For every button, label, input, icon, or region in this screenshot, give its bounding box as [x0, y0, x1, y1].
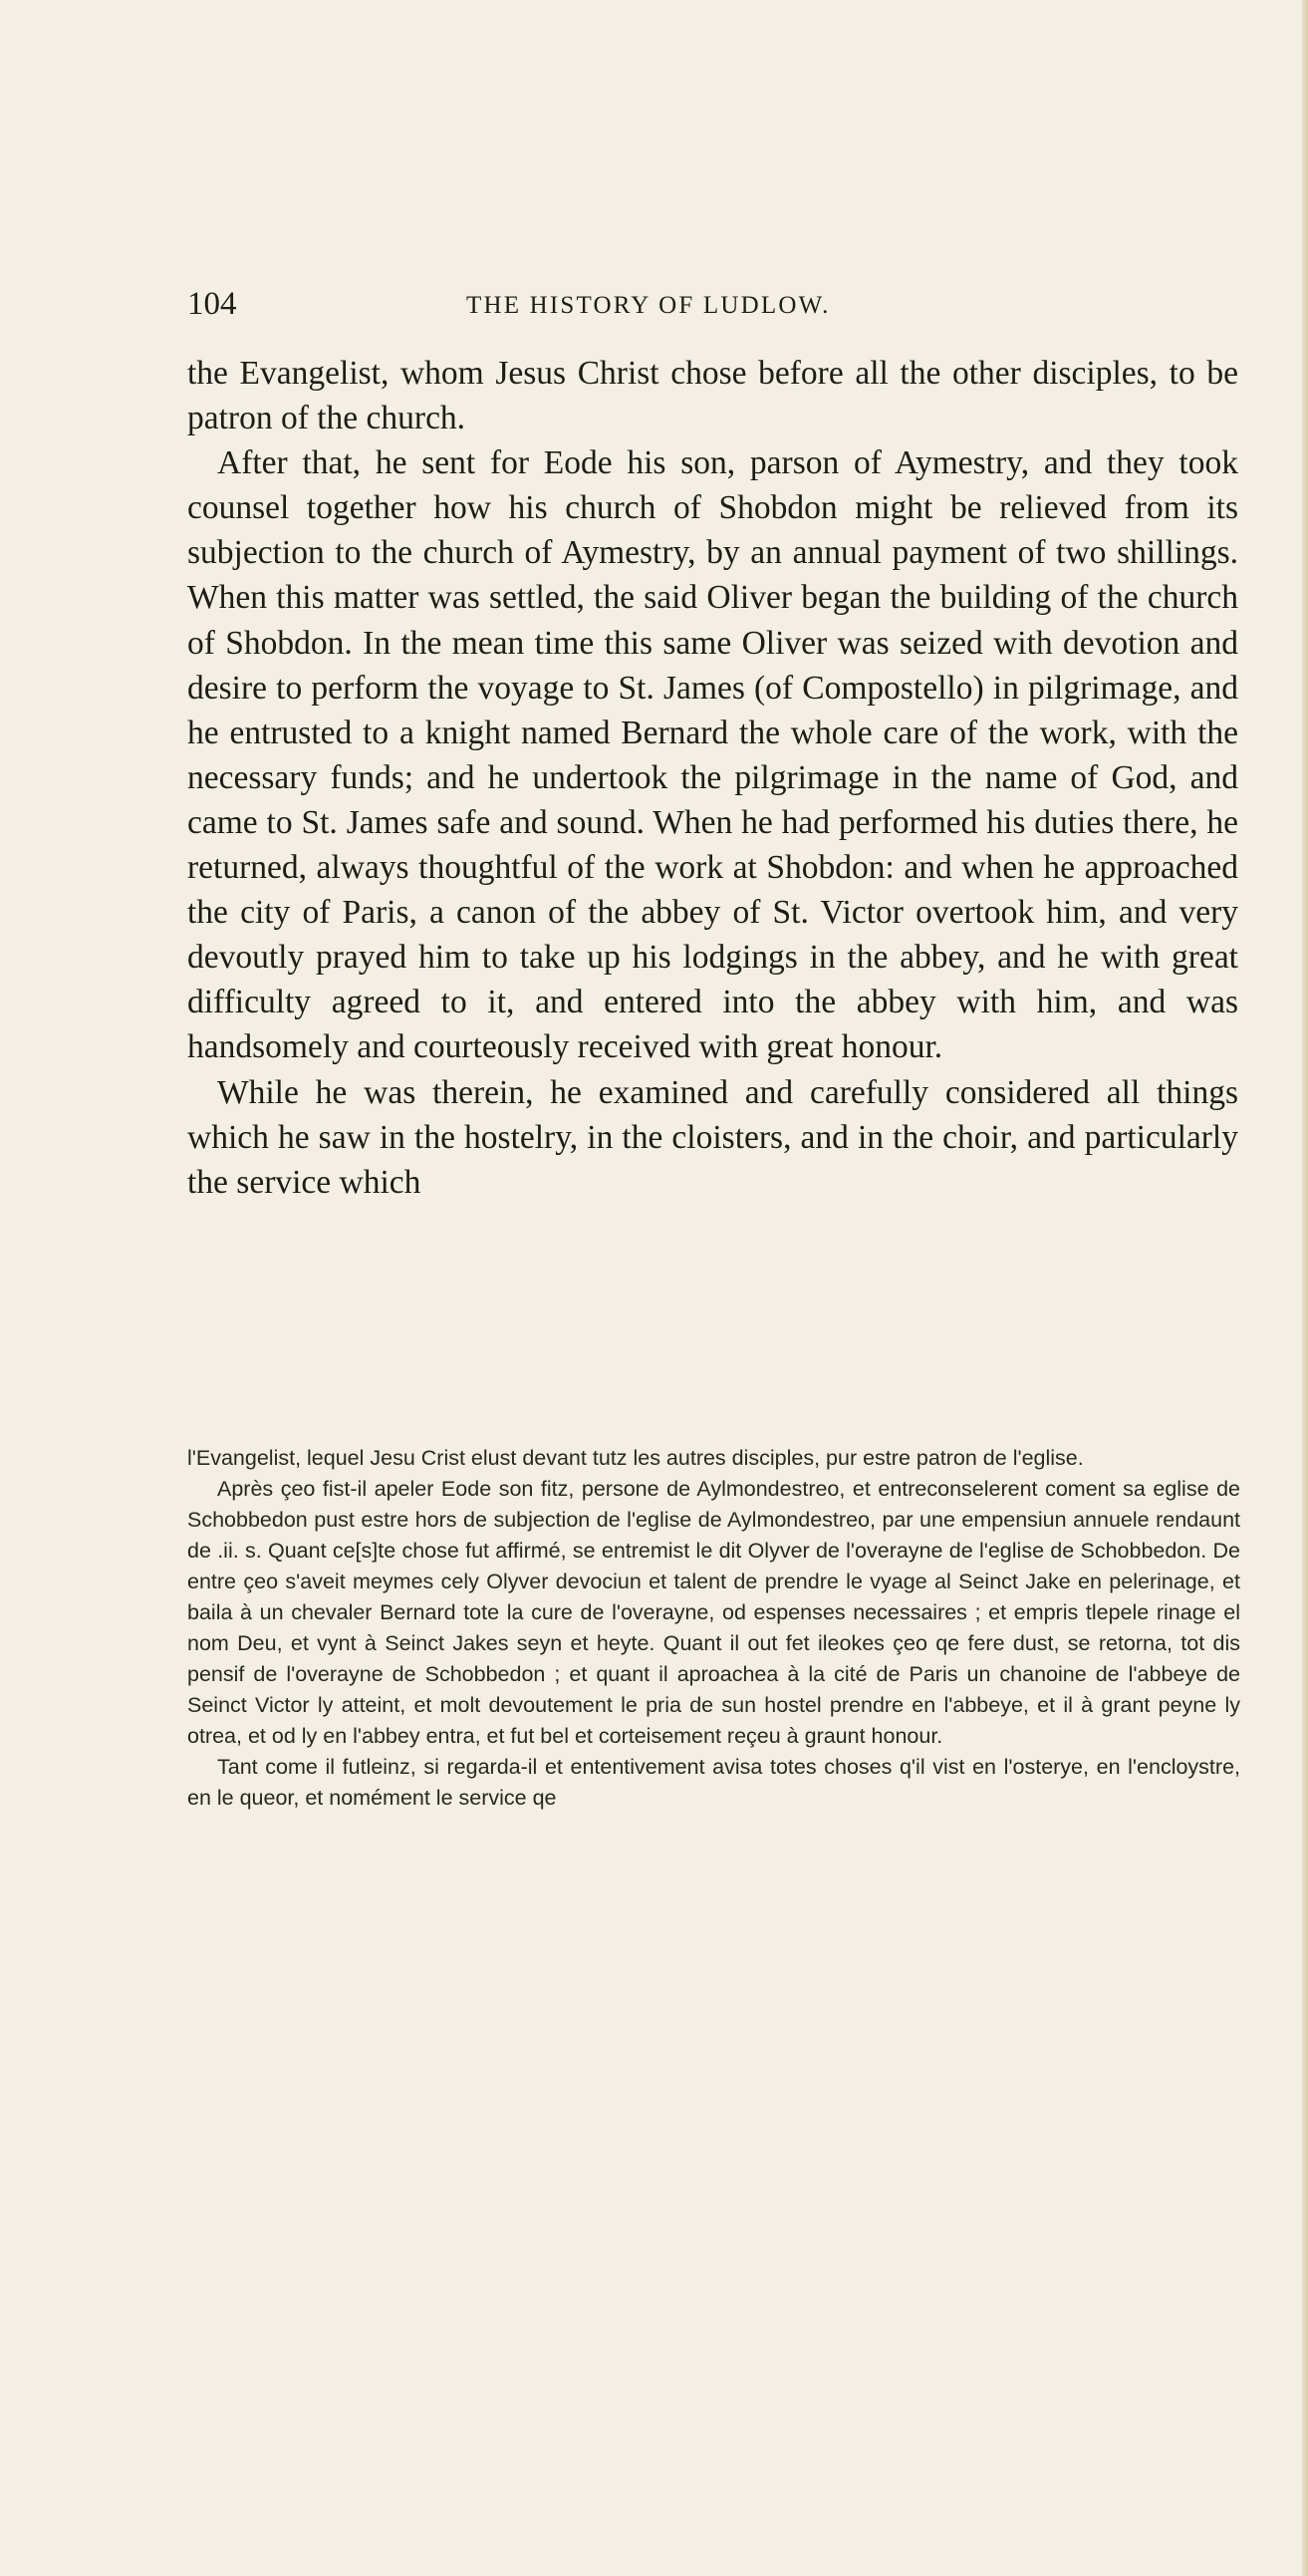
footnote-paragraph: Tant come il futleinz, si regarda-il et ententivement avisa totes choses q'il vist en l'osterye, en l'encloystre, en le queor, et nomément le service qe	[187, 1755, 1240, 1810]
anglo-norman-original-text	[187, 1443, 1240, 1814]
english-translation	[187, 351, 1238, 1205]
footnote-paragraph: l'Evangelist, lequel Jesu Crist elust devant tutz les autres disciples, pur estre patron de l'eglise.	[187, 1446, 1084, 1470]
main-paragraph: After that, he sent for Eode his son, parson of Aymestry, and they took counsel together how his church of Shobdon might be relieved from its subjection to the church of Aymestry, by an annual payment of two shillings. When this matter was settled, the said Oliver began the building of the church of Shobdon. In the mean time this same Oliver was seized with devotion and desire to perform the voyage to St. James (of Compostello) in pilgrimage, and he entrusted to a knight named Bernard the whole care of the work, with the necessary funds; and he undertook the pilgrimage in the name of God, and came to St. James safe and sound. When he had performed his duties there, he returned, always thoughtful of the work at Shobdon: and when he approached the city of Paris, a canon of the abbey of St. Victor overtook him, and very devoutly prayed him to take up his lodgings in the abbey, and he with great difficulty agreed to it, and entered into the abbey with him, and was handsomely and courteously received with great honour.	[187, 444, 1238, 1066]
page-edge	[1302, 0, 1308, 2576]
running-title: THE HISTORY OF LUDLOW.	[466, 292, 831, 319]
main-paragraph: While he was therein, he examined and carefully considered all things which he saw in the hostelry, in the cloisters, and in the choir, and particularly the service which	[187, 1073, 1238, 1201]
page-header	[187, 284, 1238, 324]
page-number: 104	[187, 286, 237, 322]
main-paragraph: the Evangelist, whom Jesus Christ chose before all the other disciples, to be patron of the church.	[187, 355, 1238, 437]
footnote-paragraph: Après çeo fist-il apeler Eode son fitz, persone de Aylmondestreo, et entreconselerent coment sa eglise de Schobbedon pust estre hors de subjection de l'eglise de Aylmondestreo, par une empensiun annuele rendaunt de .ii. s. Quant ce[s]te chose fut affirmé, se entremist le dit Olyver de l'overayne de l'eglise de Schobbedon. De entre çeo s'aveit meymes cely Olyver devociun et talent de prendre le vyage al Seinct Jake en pelerinage, et baila à un chevaler Bernard tote la cure de l'overayne, od espenses necessaires ; et empris tlepele rinage el nom Deu, et vynt à Seinct Jakes seyn et heyte. Quant il out fet ileokes çeo qe fere dust, se retorna, tot dis pensif de l'overayne de Schobbedon ; et quant il aproachea à la cité de Paris un chanoine de l'abbeye de Seinct Victor ly atteint, et molt devoutement le pria de sun hostel prendre en l'abbeye, et il à grant peyne ly otrea, et od ly en l'abbey entra, et fut bel et corteisement reçeu à graunt honour.	[187, 1477, 1240, 1748]
